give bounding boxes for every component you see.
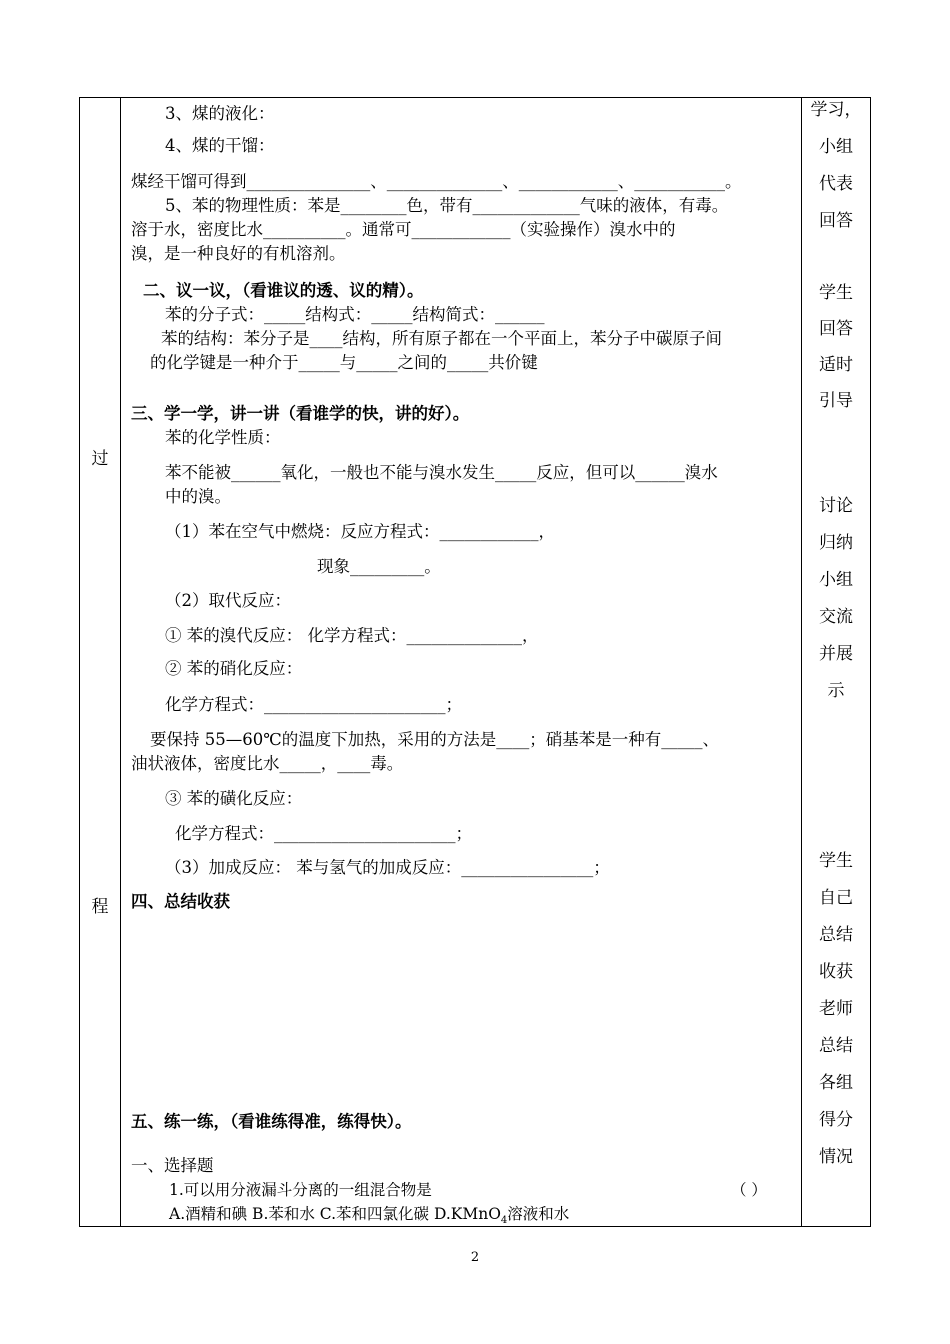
activity-group-3 — [802, 496, 870, 718]
section-5-heading: 五、练一练，（看谁练得准，练得快）。 — [131, 1112, 412, 1131]
activity-column — [802, 98, 871, 1227]
activity-text: 情况 — [819, 1147, 853, 1167]
line-benzene-bond: 的化学键是一种介于_____与_____之间的_____共价键 — [150, 353, 538, 372]
stage-column — [80, 98, 121, 1227]
stage-char-top: 过 — [91, 449, 109, 469]
activity-text: 学生 — [819, 851, 853, 871]
line-substitution: （2）取代反应： — [165, 591, 291, 610]
activity-text: 适时 — [819, 355, 853, 375]
activity-text: 老师 — [819, 999, 853, 1019]
line-benzene-physical-3: 溴，是一种良好的有机溶剂。 — [131, 244, 346, 263]
activity-text: 学生 — [819, 283, 853, 303]
line-coal-distillation: 4、煤的干馏： — [165, 136, 275, 155]
activity-text: 引导 — [819, 391, 853, 411]
line-combustion-phenomenon: 现象_________。 — [317, 557, 441, 576]
activity-text: 各组 — [819, 1073, 853, 1093]
line-distillation-products: 煤经干馏可得到_______________、______________、____________、___________。 — [131, 172, 742, 191]
activity-text: 讨论 — [819, 496, 853, 516]
question-1-option-d-rest: 溶液和水 — [507, 1205, 570, 1223]
line-oxidation: 苯不能被______氧化，一般也不能与溴水发生_____反应，但可以______溴水 — [165, 463, 718, 482]
line-coal-liquefaction: 3、煤的液化： — [165, 104, 275, 123]
section-3-heading: 三、学一学，讲一讲（看谁学的快，讲的好）。 — [131, 404, 470, 423]
activity-text: 交流 — [819, 607, 853, 627]
question-1: 1.可以用分液漏斗分离的一组混合物是 — [169, 1181, 432, 1199]
line-chemical-properties: 苯的化学性质： — [165, 428, 281, 447]
line-sulfonation: ③ 苯的磺化反应： — [165, 789, 303, 808]
lesson-table — [79, 97, 871, 1227]
line-sulfonation-equation: 化学方程式：______________________； — [175, 824, 472, 843]
line-nitration-equation: 化学方程式：______________________； — [165, 695, 462, 714]
content-column — [121, 98, 802, 1227]
section-2-heading: 二、议一议，（看谁议的透、议的精）。 — [143, 281, 424, 300]
activity-group-4 — [802, 851, 870, 1184]
line-bromination: ① 苯的溴代反应： 化学方程式：______________， — [165, 626, 539, 645]
line-benzene-structure: 苯的结构：苯分子是____结构，所有原子都在一个平面上，苯分子中碳原子间 — [161, 329, 722, 348]
stage-char-bottom: 程 — [91, 897, 109, 917]
line-addition: （3）加成反应： 苯与氢气的加成反应：________________； — [165, 858, 610, 877]
activity-text: 小组 — [819, 570, 853, 590]
question-1-answer-paren: （ ） — [731, 1181, 767, 1199]
activity-text: 代表 — [819, 174, 853, 194]
line-combustion: （1）苯在空气中燃烧：反应方程式：____________， — [165, 522, 555, 541]
line-benzene-physical: 5、苯的物理性质：苯是________色，带有_____________气味的液体，有毒。 — [165, 196, 729, 215]
activity-text: 总结 — [819, 1036, 853, 1056]
activity-text: 得分 — [819, 1110, 853, 1130]
activity-text: 回答 — [819, 211, 853, 231]
line-oxidation-2: 中的溴。 — [165, 487, 231, 506]
question-1-option-d-subscript: 4 — [500, 1215, 508, 1227]
activity-text: 示 — [827, 681, 845, 701]
line-nitration-condition: 要保持 55—60℃的温度下加热，采用的方法是____；硝基苯是一种有_____、 — [150, 730, 719, 749]
line-benzene-formula: 苯的分子式：_____结构式：_____结构简式：______ — [165, 305, 545, 324]
activity-text: 总结 — [819, 925, 853, 945]
section-4-heading: 四、总结收获 — [131, 892, 230, 911]
activity-text: 自己 — [819, 888, 853, 908]
line-nitrobenzene: 油状液体，密度比水_____，____毒。 — [131, 754, 404, 773]
activity-text: 归纳 — [819, 533, 853, 553]
line-nitration: ② 苯的硝化反应： — [165, 659, 303, 678]
page-number: 2 — [470, 1250, 480, 1265]
question-1-options-abc: A.酒精和碘 B.苯和水 C.苯和四氯化碳 D. — [169, 1205, 451, 1223]
question-1-options — [169, 1204, 569, 1231]
activity-group-2 — [802, 283, 870, 427]
question-1-option-d-formula: KMnO — [450, 1205, 501, 1223]
activity-text: 收获 — [819, 962, 853, 982]
activity-text: 回答 — [819, 319, 853, 339]
line-choice-heading: 一、选择题 — [131, 1156, 214, 1175]
activity-text: 小组 — [819, 137, 853, 157]
activity-text: 并展 — [819, 644, 853, 664]
activity-group-1 — [802, 100, 870, 248]
activity-text: 学习， — [810, 100, 862, 120]
line-benzene-physical-2: 溶于水，密度比水__________。通常可____________（实验操作）溴水中的 — [131, 220, 676, 239]
